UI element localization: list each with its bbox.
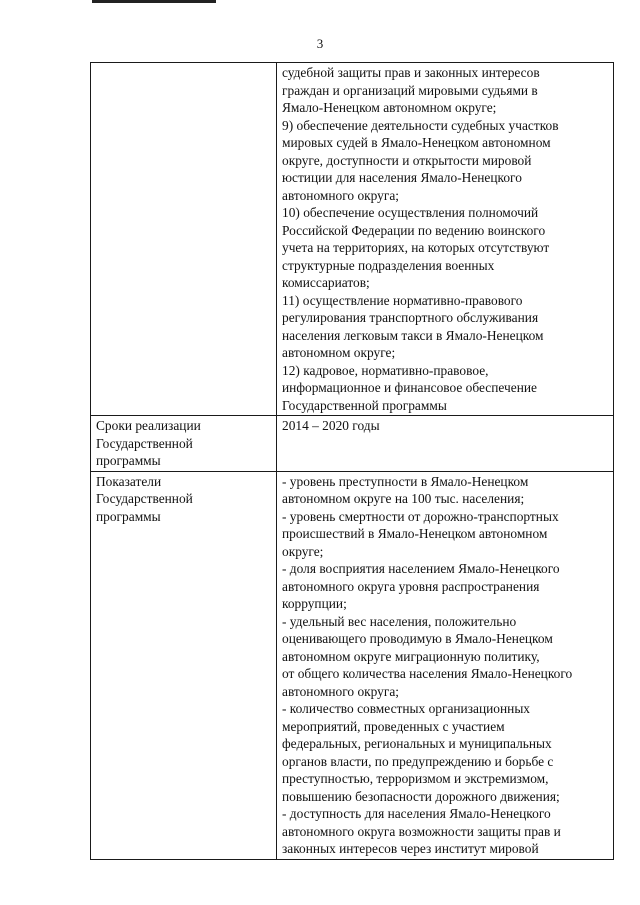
text-line: структурные подразделения военных — [282, 257, 495, 273]
table-row-indicators — [91, 471, 614, 859]
text-line: преступностью, терроризмом и экстремизмом, — [282, 771, 549, 786]
text-line: автономного округа уровня распространения — [282, 578, 540, 594]
text-line: автономном округе миграционную политику, — [282, 648, 540, 664]
program-passport-table — [90, 62, 614, 860]
text-line: от общего количества населения Ямало-Ненецкого — [282, 666, 573, 681]
text-line: Государственной программы — [282, 397, 447, 413]
label-line: Сроки реализации — [96, 418, 201, 433]
text-line: округе; — [282, 543, 324, 559]
row-label-period — [91, 416, 277, 472]
text-line: - уровень преступности в Ямало-Ненецком — [282, 473, 529, 489]
text-line: 11) осуществление нормативно-правового — [282, 292, 523, 308]
text-line: Ямало-Ненецком автономном округе; — [282, 100, 497, 115]
text-line: повышению безопасности дорожного движения; — [282, 788, 560, 804]
text-line: автономного округа возможности защиты прав и — [282, 823, 561, 839]
label-line: Показатели — [96, 473, 162, 489]
text-line: оценивающего проводимую в Ямало-Ненецком — [282, 631, 553, 646]
text-line: законных интересов через институт мировой — [282, 841, 539, 856]
text-line: округе, доступности и открытости мировой — [282, 152, 532, 168]
text-line: 9) обеспечение деятельности судебных участков — [282, 117, 559, 133]
label-line: Государственной — [96, 435, 193, 451]
text-line: населения легковым такси в Ямало-Ненецком — [282, 327, 544, 343]
text-line: - удельный вес населения, положительно — [282, 613, 517, 629]
text-line: комиссариатов; — [282, 275, 370, 290]
row-label-empty — [91, 63, 277, 416]
text-line: информационное и финансовое обеспечение — [282, 380, 537, 395]
row-value-tasks-continued — [277, 63, 614, 416]
text-line: - количество совместных организационных — [282, 701, 531, 716]
text-line: органов власти, по предупреждению и борьбе с — [282, 753, 554, 769]
text-line: автономного округа; — [282, 187, 400, 203]
text-line: автономном округе; — [282, 345, 396, 360]
row-value-period — [277, 416, 614, 472]
text-line: мировых судей в Ямало-Ненецком автономном — [282, 135, 551, 150]
table-row-continuation — [91, 63, 614, 416]
text-line: Российской Федерации по ведению воинского — [282, 222, 546, 238]
text-line: коррупции; — [282, 596, 347, 611]
text-line: - уровень смертности от дорожно-транспортных — [282, 508, 559, 524]
text-line: юстиции для населения Ямало-Ненецкого — [282, 170, 522, 185]
label-line: Государственной — [96, 491, 193, 506]
table-row-period — [91, 416, 614, 472]
text-line: 10) обеспечение осуществления полномочий — [282, 205, 539, 220]
text-line: - доля восприятия населением Ямало-Ненецкого — [282, 561, 560, 576]
text-line: происшествий в Ямало-Ненецком автономном — [282, 526, 548, 541]
text-line: федеральных, региональных и муниципальных — [282, 736, 552, 751]
text-line: - доступность для населения Ямало-Ненецкого — [282, 806, 551, 821]
text-line: автономного округа; — [282, 683, 400, 699]
text-line: 12) кадровое, нормативно-правовое, — [282, 362, 489, 378]
page-number: 3 — [316, 36, 324, 51]
text-line: граждан и организаций мировыми судьями в — [282, 82, 538, 98]
row-label-indicators — [91, 471, 277, 859]
text-line: мероприятий, проведенных с участием — [282, 718, 505, 734]
row-value-indicators — [277, 471, 614, 859]
top-rule — [92, 0, 216, 3]
text-line: регулирования транспортного обслуживания — [282, 310, 539, 325]
text-line: учета на территориях, на которых отсутствуют — [282, 240, 550, 255]
text-line: судебной защиты прав и законных интересов — [282, 65, 540, 80]
text-line: автономном округе на 100 тыс. населения; — [282, 491, 525, 506]
label-line: программы — [96, 508, 161, 524]
label-line: программы — [96, 453, 161, 468]
text-line: 2014 – 2020 годы — [282, 418, 380, 433]
